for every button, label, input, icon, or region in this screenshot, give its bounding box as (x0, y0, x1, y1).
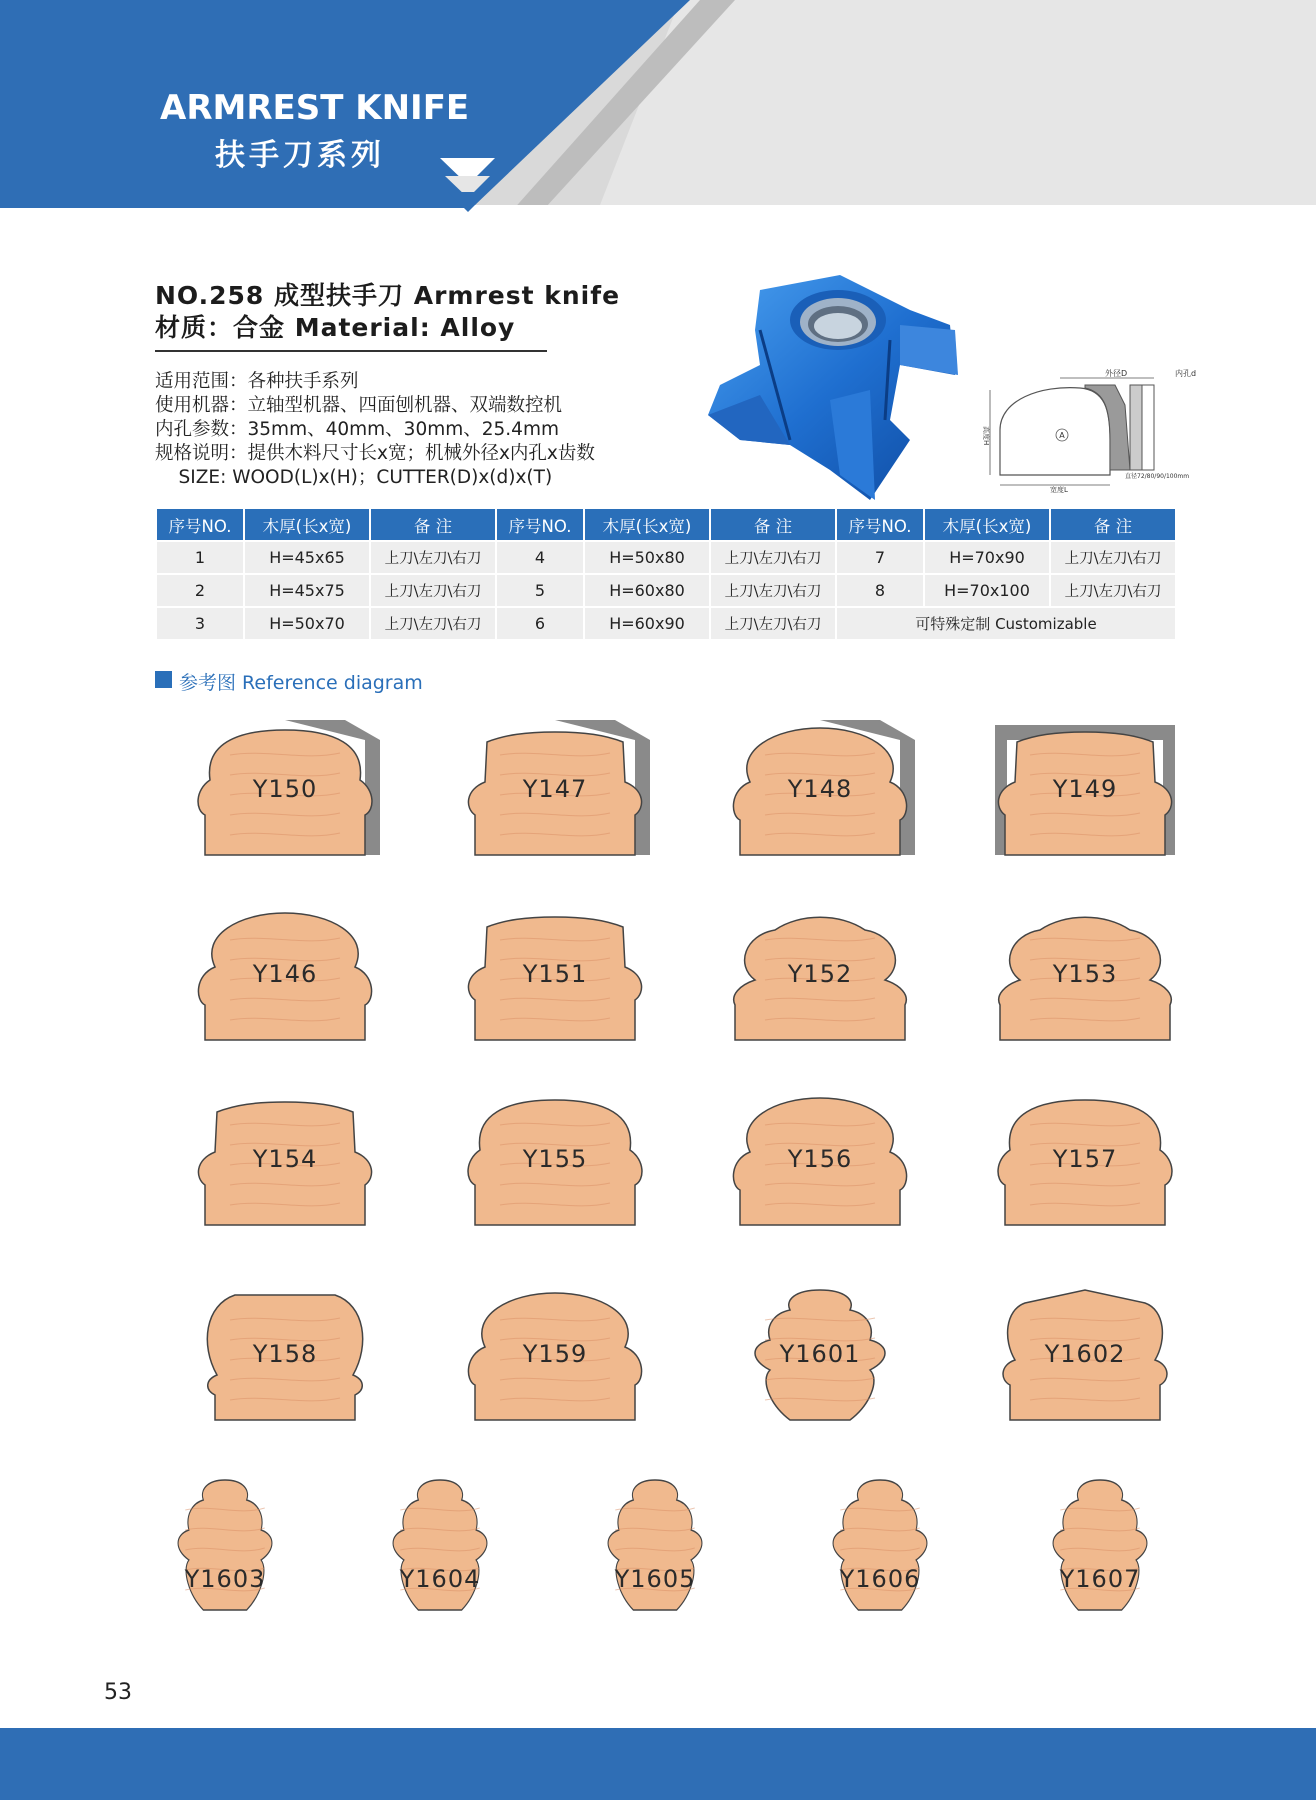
col-header: 序号NO. (837, 509, 923, 540)
header-title-cn: 扶手刀系列 (215, 138, 385, 173)
table-cell: H=50x70 (245, 608, 369, 639)
profile-item (195, 1285, 375, 1425)
profile-item (730, 720, 910, 860)
table-cell: 上刀\左刀\右刀 (1051, 575, 1175, 606)
spec-line (155, 442, 595, 466)
section-marker (155, 671, 172, 688)
profile-label: Y159 (522, 1340, 588, 1368)
table-cell: 上刀\左刀\右刀 (371, 608, 495, 639)
profile-label: Y1603 (184, 1565, 266, 1593)
profile-label: Y158 (252, 1340, 318, 1368)
table-cell: H=60x90 (585, 608, 709, 639)
spec-value: WOOD(L)x(H)；CUTTER(D)x(d)x(T) (232, 467, 553, 488)
profile-item (815, 1475, 945, 1615)
cutter-technical-drawing (980, 360, 1210, 499)
drawing-label-inner: 内孔d (1175, 369, 1197, 378)
spec-key: 使用机器： (155, 395, 248, 416)
table-cell: H=70x100 (925, 575, 1049, 606)
drawing-label-height: 高度H (982, 426, 990, 446)
page-number: 53 (104, 1680, 132, 1705)
profile-label: Y150 (252, 775, 318, 803)
spec-key: SIZE: (155, 467, 233, 488)
spec-key: 规格说明： (155, 443, 248, 464)
spec-value: 立轴型机器、四面刨机器、双端数控机 (247, 395, 563, 416)
profile-label: Y154 (252, 1145, 318, 1173)
table-cell: H=45x65 (245, 542, 369, 573)
spec-value: 35mm、40mm、30mm、25.4mm (247, 419, 559, 440)
profile-item (730, 1090, 910, 1230)
profile-label: Y152 (787, 960, 853, 988)
profile-label: Y1602 (1044, 1340, 1126, 1368)
table-cell: H=50x80 (585, 542, 709, 573)
spec-line (155, 394, 562, 418)
col-header: 序号NO. (157, 509, 243, 540)
table-cell: 上刀\左刀\右刀 (371, 542, 495, 573)
profile-label: Y146 (252, 960, 318, 988)
profile-label: Y156 (787, 1145, 853, 1173)
profile-label: Y157 (1052, 1145, 1118, 1173)
table-cell: 上刀\左刀\右刀 (711, 542, 835, 573)
col-header: 序号NO. (497, 509, 583, 540)
product-material: 材质：合金 Material: Alloy (155, 313, 516, 342)
header-title-en: ARMREST KNIFE (160, 88, 470, 128)
table-cell: 5 (497, 575, 583, 606)
profile-item (375, 1475, 505, 1615)
cutter-product-image (700, 270, 970, 509)
profile-item (590, 1475, 720, 1615)
table-row (157, 608, 1175, 639)
profile-shape (1035, 1475, 1165, 1615)
spec-value: 提供木料尺寸长x宽；机械外径x内孔x齿数 (247, 443, 595, 464)
spec-key: 适用范围： (155, 371, 248, 392)
custom-note-cell: 可特殊定制 Customizable (837, 608, 1175, 639)
table-cell: 上刀\左刀\右刀 (711, 575, 835, 606)
profile-item (995, 1090, 1175, 1230)
spec-line (155, 418, 559, 442)
spec-line (155, 370, 359, 394)
spec-line (155, 466, 552, 490)
col-header: 木厚(长x宽) (245, 509, 369, 540)
table-cell: 7 (837, 542, 923, 573)
profile-item (730, 905, 910, 1045)
drawing-label-width: 宽度L (1050, 486, 1068, 494)
profile-item (465, 1090, 645, 1230)
table-cell: 1 (157, 542, 243, 573)
col-header: 木厚(长x宽) (585, 509, 709, 540)
profile-item (730, 1285, 910, 1425)
profile-label: Y1607 (1059, 1565, 1141, 1593)
table-cell: 6 (497, 608, 583, 639)
drawing-mark: A (1059, 431, 1065, 440)
profile-label: Y151 (522, 960, 588, 988)
table-cell: H=60x80 (585, 575, 709, 606)
col-header: 木厚(长x宽) (925, 509, 1049, 540)
table-cell: H=45x75 (245, 575, 369, 606)
profile-label: Y153 (1052, 960, 1118, 988)
title-divider (155, 350, 547, 352)
col-header: 备 注 (1051, 509, 1175, 540)
product-title: NO.258 成型扶手刀 Armrest knife (155, 281, 621, 310)
profile-label: Y1606 (839, 1565, 921, 1593)
profile-label: Y1605 (614, 1565, 696, 1593)
profile-item (995, 1285, 1175, 1425)
col-header: 备 注 (711, 509, 835, 540)
table-cell: H=70x90 (925, 542, 1049, 573)
profile-label: Y1601 (779, 1340, 861, 1368)
reference-title: 参考图 Reference diagram (179, 672, 423, 694)
table-cell: 3 (157, 608, 243, 639)
spec-value: 各种扶手系列 (247, 371, 359, 392)
profile-label: Y155 (522, 1145, 588, 1173)
table-cell: 上刀\左刀\右刀 (711, 608, 835, 639)
drawing-label-outer: 外径D (1105, 369, 1128, 378)
profile-item (160, 1475, 290, 1615)
drawing-label-sizes: 直径72/80/90/100mm (1125, 473, 1190, 480)
spec-table (155, 507, 1177, 641)
profile-item (195, 1090, 375, 1230)
profile-item (995, 905, 1175, 1045)
profile-item (465, 905, 645, 1045)
col-header: 备 注 (371, 509, 495, 540)
table-cell: 8 (837, 575, 923, 606)
table-cell: 上刀\左刀\右刀 (371, 575, 495, 606)
profile-shape (160, 1475, 290, 1615)
profile-item (195, 720, 375, 860)
table-row (157, 542, 1175, 573)
spec-key: 内孔参数： (155, 419, 248, 440)
profile-shape (590, 1475, 720, 1615)
profile-item (995, 720, 1175, 860)
table-cell: 4 (497, 542, 583, 573)
profile-shape (375, 1475, 505, 1615)
profile-item (195, 905, 375, 1045)
table-header-row (157, 509, 1175, 540)
profile-label: Y149 (1052, 775, 1118, 803)
table-cell: 上刀\左刀\右刀 (1051, 542, 1175, 573)
table-cell: 2 (157, 575, 243, 606)
profile-item (465, 720, 645, 860)
profile-item (1035, 1475, 1165, 1615)
profile-label: Y148 (787, 775, 853, 803)
profile-item (465, 1285, 645, 1425)
profile-shape (815, 1475, 945, 1615)
table-row (157, 575, 1175, 606)
footer-bar (0, 1728, 1316, 1800)
profile-label: Y1604 (399, 1565, 481, 1593)
profile-label: Y147 (522, 775, 588, 803)
